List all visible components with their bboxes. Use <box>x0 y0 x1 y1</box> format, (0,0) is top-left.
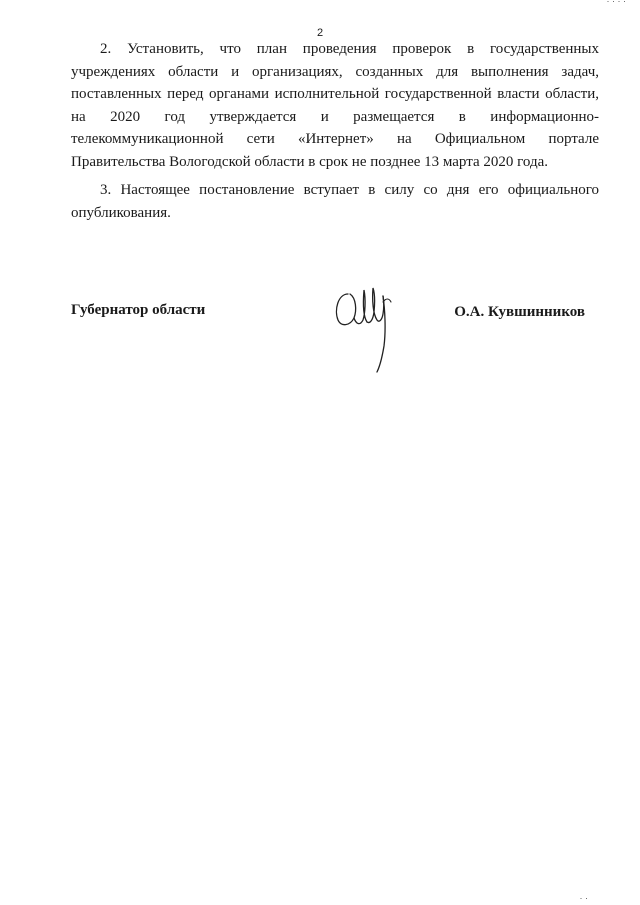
paragraph-2: 2. Установить, что план проведения проверок в государственных учреждениях области и организациях, созданных для выполнения задач, поставленных перед органами исполнительной государственной власти области, на 2020 год утверждается и размещается в информационно-телекоммуникационной сети «Интернет» на Официальном портале Правительства Вологодской области в срок не позднее 13 марта 2020 года. <box>71 41 599 170</box>
paragraph-3: 3. Настоящее постановление вступает в силу со дня его официального опубликования. <box>71 182 599 221</box>
scan-corner-mark-bottom: · · <box>579 893 588 903</box>
page-number: 2 <box>316 27 324 39</box>
signatory-name: О.А. Кувшинников <box>454 304 585 320</box>
document-body <box>71 38 599 224</box>
scan-corner-mark-top: · · · · <box>606 0 626 6</box>
signatory-title: Губернатор области <box>71 302 206 318</box>
handwritten-signature <box>330 280 410 378</box>
